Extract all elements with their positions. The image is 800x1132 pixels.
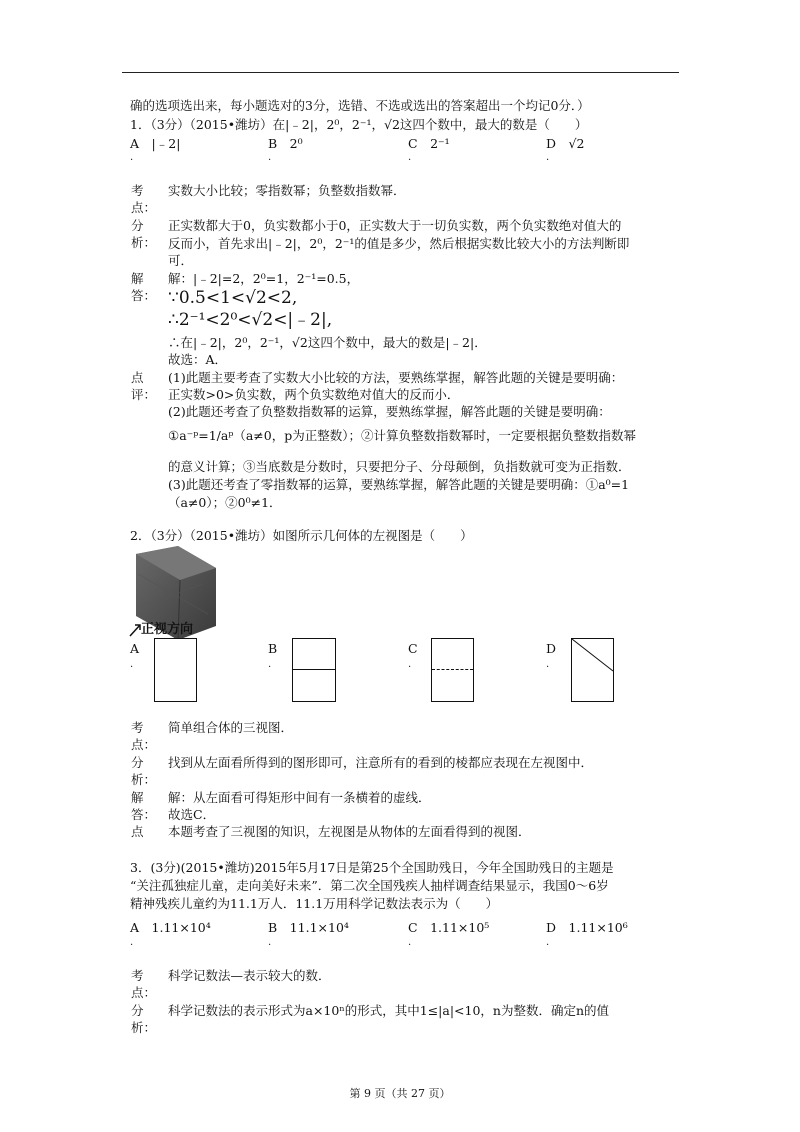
q3-option-d[interactable]: D 1.11×10⁶ [546, 920, 628, 935]
option-dot: . [130, 937, 134, 948]
dashed-line [432, 669, 473, 670]
header-rule [122, 72, 679, 73]
q2-kaodian-label-1: 考 [131, 720, 144, 735]
q1-dianping-line-7: （a≠0）；②0⁰≠1． [168, 495, 282, 510]
q1-dianping-line-1: (1)此题主要考查了实数大小比较的方法，要熟练掌握，解答此题的关键是要明确： [168, 370, 624, 385]
direction-label: 正视方向 [141, 622, 194, 637]
q2-dianping: 本题考查了三视图的知识，左视图是从物体的左面看得到的视图． [168, 824, 531, 839]
page-footer: 第 9 页（共 27 页） [349, 1087, 451, 1100]
q2-option-c[interactable]: C [408, 641, 418, 656]
q1-kaodian-label-2: 点： [131, 200, 157, 215]
q2-fenxi-label-2: 析： [131, 772, 157, 787]
q1-fenxi-line-1: 正实数都大于0，负实数都小于0，正实数大于一切负实数，两个负实数绝对值大的 [168, 218, 622, 233]
q1-fenxi-line-3: 可． [168, 253, 194, 268]
q1-fenxi-label-2: 析： [131, 235, 157, 250]
q1-option-c[interactable]: C 2⁻¹ [408, 136, 450, 151]
q1-jieda-line-1: 解：|﹣2|=2，2⁰=1，2⁻¹=0.5， [168, 271, 360, 286]
q2-option-a[interactable]: A [130, 641, 140, 656]
q3-stem-line-2: “关注孤独症儿童，走向美好未来”．第二次全国残疾人抽样调查结果显示，我国0～6岁 [130, 878, 609, 893]
option-dot: . [546, 937, 550, 948]
q1-dianping-label-1: 点 [131, 370, 144, 385]
q1-option-a[interactable]: A |﹣2| [130, 136, 181, 151]
q1-fenxi-line-2: 反而小，首先求出|﹣2|，2⁰，2⁻¹的值是多少，然后根据实数比较大小的方法判断即 [168, 236, 630, 251]
q1-fenxi-label-1: 分 [131, 218, 144, 233]
diagonal-line [572, 639, 613, 701]
q1-kaodian: 实数大小比较；零指数幂；负整数指数幂． [168, 183, 406, 198]
q2-option-b[interactable]: B [268, 641, 278, 656]
option-dot: . [546, 152, 550, 163]
q2-figure-b[interactable] [292, 638, 336, 702]
q1-dianping-label-2: 评： [131, 387, 157, 402]
q2-jieda-label-2: 答： [131, 807, 157, 822]
q1-jieda-label-1: 解 [131, 271, 144, 286]
option-dot: . [408, 152, 412, 163]
q1-jieda-line-5: 故选：A． [168, 352, 228, 367]
q2-fenxi-label-1: 分 [131, 755, 144, 770]
q1-kaodian-label-1: 考 [131, 183, 144, 198]
option-dot: . [268, 152, 272, 163]
q3-stem-line-3: 精神残疾儿童约为11.1万人．11.1万用科学记数法表示为（ ） [130, 896, 499, 911]
q2-kaodian-label-2: 点： [131, 737, 157, 752]
q2-option-d[interactable]: D [546, 641, 557, 656]
q2-figure-a[interactable] [154, 638, 197, 702]
q1-dianping-line-3: (2)此题还考查了负整数指数幂的运算，要熟练掌握，解答此题的关键是要明确： [168, 404, 611, 419]
q1-dianping-line-6: (3)此题还考查了零指数幂的运算，要熟练掌握，解答此题的关键是要明确：①a⁰=1 [168, 477, 630, 492]
q3-fenxi-label-2: 析： [131, 1020, 157, 1035]
q3-kaodian-label-1: 考 [131, 968, 144, 983]
q2-jieda-line-1: 解：从左面看可得矩形中间有一条横着的虚线． [168, 790, 431, 805]
q1-jieda-line-4: ∴在|﹣2|，2⁰，2⁻¹，√2这四个数中，最大的数是|﹣2|． [168, 335, 487, 350]
option-dot: . [268, 659, 272, 670]
option-dot: . [130, 152, 134, 163]
q1-option-d[interactable]: D √2 [546, 136, 585, 151]
q2-dianping-label: 点 [131, 824, 144, 839]
q1-dianping-line-2: 正实数>0>负实数，两个负实数绝对值大的反而小． [168, 387, 460, 402]
q1-stem: 1．（3分）（2015•潍坊）在|﹣2|，2⁰，2⁻¹，√2这四个数中，最大的数是（ ） [130, 117, 588, 132]
q1-option-b[interactable]: B 2⁰ [268, 136, 303, 151]
q3-option-b[interactable]: B 11.1×10⁴ [268, 920, 349, 935]
option-dot: . [130, 659, 134, 670]
solid-line [293, 669, 335, 670]
q3-option-c[interactable]: C 1.11×10⁵ [408, 920, 490, 935]
q1-jieda-line-3: ∴2⁻¹<2⁰<√2<|﹣2|, [168, 310, 333, 330]
q2-figure-c[interactable] [431, 638, 474, 702]
q2-fenxi: 找到从左面看所得到的图形即可，注意所有的看到的棱都应表现在左视图中． [168, 755, 594, 770]
q3-fenxi: 科学记数法的表示形式为a×10ⁿ的形式，其中1≤|a|<10，n为整数．确定n的值 [168, 1003, 610, 1018]
q2-jieda-line-2: 故选C． [168, 807, 216, 822]
option-dot: . [546, 659, 550, 670]
option-dot: . [268, 937, 272, 948]
q1-dianping-line-4: ①a⁻ᵖ=1/aᵖ（a≠0，p为正整数）；②计算负整数指数幂时，一定要根据负整数指数幂 [168, 428, 636, 443]
q3-stem-line-1: 3．(3分)(2015•潍坊)2015年5月17日是第25个全国助残日，今年全国助残日的主题是 [130, 860, 614, 875]
q1-dianping-line-5: 的意义计算；③当底数是分数时，只要把分子、分母颠倒，负指数就可变为正指数． [168, 459, 631, 474]
q1-jieda-label-2: 答： [131, 288, 157, 303]
q3-fenxi-label-1: 分 [131, 1003, 144, 1018]
q3-kaodian: 科学记数法—表示较大的数． [168, 968, 331, 983]
intro-text: 确的选项选出来，每小题选对的3分，选错、不选或选出的答案超出一个均记0分．） [130, 98, 590, 113]
q2-figure-d[interactable] [571, 638, 614, 702]
q3-option-a[interactable]: A 1.11×10⁴ [130, 920, 211, 935]
option-dot: . [408, 937, 412, 948]
q1-jieda-line-2: ∵0.5<1<√2<2, [168, 288, 298, 308]
q2-kaodian: 简单组合体的三视图． [168, 720, 294, 735]
q3-kaodian-label-2: 点： [131, 985, 157, 1000]
option-dot: . [408, 659, 412, 670]
q2-jieda-label-1: 解 [131, 790, 144, 805]
q2-stem: 2．（3分）（2015•潍坊）如图所示几何体的左视图是（ ） [130, 528, 473, 543]
